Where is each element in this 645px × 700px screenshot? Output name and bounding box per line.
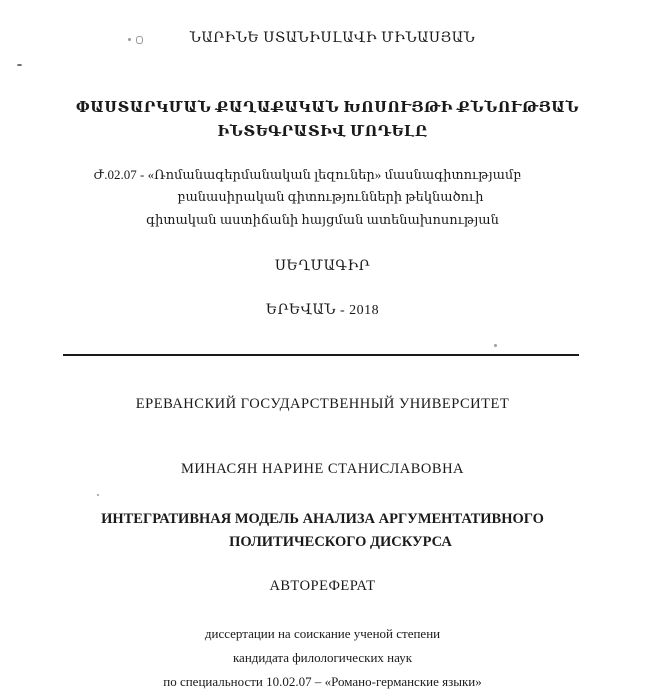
russian-description-line-2: кандидата филологических наук bbox=[232, 650, 413, 665]
armenian-document-type: ՍԵՂՄԱԳԻՐ bbox=[274, 259, 371, 274]
russian-university-name: ЕРЕВАНСКИЙ ГОСУДАРСТВЕННЫЙ УНИВЕРСИТЕТ bbox=[135, 396, 510, 412]
scan-speck bbox=[17, 64, 22, 66]
armenian-specialty-line-3: գիտական աստիճանի հայցման ատենախոսության bbox=[146, 212, 499, 227]
armenian-title-line-1: ՓԱՍՏԱՐԿՄԱՆ ՔԱՂԱՔԱԿԱՆ ԽՈՍՈՒՅԹԻ ՔՆՆՈՒԹՅԱՆ bbox=[75, 100, 580, 116]
russian-description-line-3: по специальности 10.02.07 – «Романо-германские языки» bbox=[163, 674, 482, 689]
russian-document-type: АВТОРЕФЕРАТ bbox=[269, 578, 376, 594]
armenian-specialty-line-2: բանասիրական գիտությունների թեկնածուի bbox=[177, 189, 484, 204]
russian-author-name: МИНАСЯН НАРИНЕ СТАНИСЛАВОВНА bbox=[180, 461, 465, 477]
russian-title-line-2: ПОЛИТИЧЕСКОГО ДИСКУРСА bbox=[229, 534, 452, 550]
scan-speck bbox=[494, 344, 497, 347]
armenian-specialty-line-1: Ժ.02.07 - «Ռոմանագերմանական լեզուներ» մասնագիտությամբ bbox=[93, 167, 522, 182]
armenian-city-year: ԵՐԵՎԱՆ - 2018 bbox=[265, 303, 380, 318]
russian-description-line-1: диссертации на соискание ученой степени bbox=[204, 626, 441, 641]
armenian-title-line-2: ԻՆՏԵԳՐԱՏԻՎ ՄՈԴԵԼԸ bbox=[217, 124, 428, 140]
russian-title-line-1: ИНТЕГРАТИВНАЯ МОДЕЛЬ АНАЛИЗА АРГУМЕНТАТИВНОГО bbox=[101, 511, 544, 527]
section-divider bbox=[63, 354, 579, 356]
scan-speck bbox=[97, 494, 99, 496]
armenian-author-name: ՆԱՐԻՆԵ ՍՏԱՆԻՍԼԱՎԻ ՄԻՆԱՍՅԱՆ bbox=[189, 31, 476, 46]
